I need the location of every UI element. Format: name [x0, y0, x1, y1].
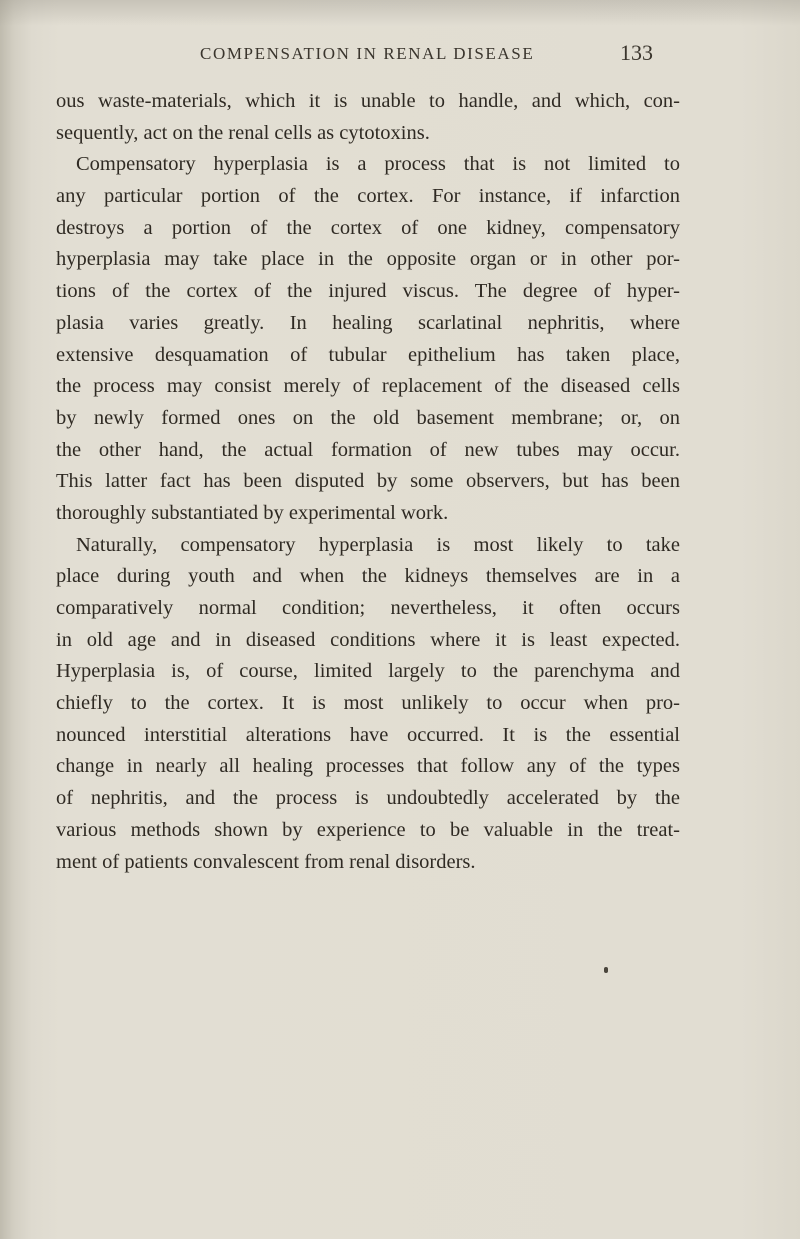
text-line: This latter fact has been disputed by some observers, but has been — [56, 470, 680, 493]
text-line: the other hand, the actual formation of new tubes may occur. — [56, 438, 680, 461]
text-line: plasia varies greatly. In healing scarlatinal nephritis, where — [56, 311, 680, 334]
text-line: hyperplasia may take place in the opposite organ or in other por- — [56, 248, 680, 271]
running-head-title: COMPENSATION IN RENAL DISEASE — [200, 44, 535, 63]
ink-speck — [604, 967, 608, 973]
text-line: of nephritis, and the process is undoubtedly accelerated by the — [56, 787, 680, 810]
running-head — [200, 40, 720, 74]
page-number: 133 — [620, 40, 653, 65]
text-line: place during youth and when the kidneys themselves are in a — [56, 565, 680, 588]
text-line: tions of the cortex of the injured viscus. The degree of hyper- — [56, 280, 680, 303]
text-line: sequently, act on the renal cells as cytotoxins. — [56, 121, 430, 144]
text-line: Hyperplasia is, of course, limited largely to the parenchyma and — [56, 660, 680, 683]
text-line: comparatively normal condition; nevertheless, it often occurs — [56, 597, 680, 619]
text-line: ous waste-materials, which it is unable to handle, and which, con- — [56, 90, 680, 112]
text-line: Naturally, compensatory hyperplasia is most likely to take — [76, 533, 680, 556]
text-line: extensive desquamation of tubular epithelium has taken place, — [56, 343, 680, 366]
text-line: chiefly to the cortex. It is most unlikely to occur when pro- — [56, 692, 680, 715]
body-text — [56, 86, 680, 878]
text-line: any particular portion of the cortex. For instance, if infarction — [56, 185, 680, 208]
text-line: ment of patients convalescent from renal disorders. — [56, 850, 476, 873]
text-line: Compensatory hyperplasia is a process that is not limited to — [76, 153, 680, 176]
page-top-shadow — [0, 0, 800, 26]
text-line: change in nearly all healing processes that follow any of the types — [56, 755, 680, 778]
text-line: by newly formed ones on the old basement membrane; or, on — [56, 406, 680, 429]
text-line: the process may consist merely of replacement of the diseased cells — [56, 375, 680, 398]
text-line: various methods shown by experience to be valuable in the treat- — [56, 818, 680, 841]
text-line: in old age and in diseased conditions where it is least expected. — [56, 628, 680, 651]
text-line: thoroughly substantiated by experimental work. — [56, 501, 449, 524]
text-line: destroys a portion of the cortex of one kidney, compensatory — [56, 216, 680, 239]
text-line: nounced interstitial alterations have occurred. It is the essential — [56, 723, 680, 746]
